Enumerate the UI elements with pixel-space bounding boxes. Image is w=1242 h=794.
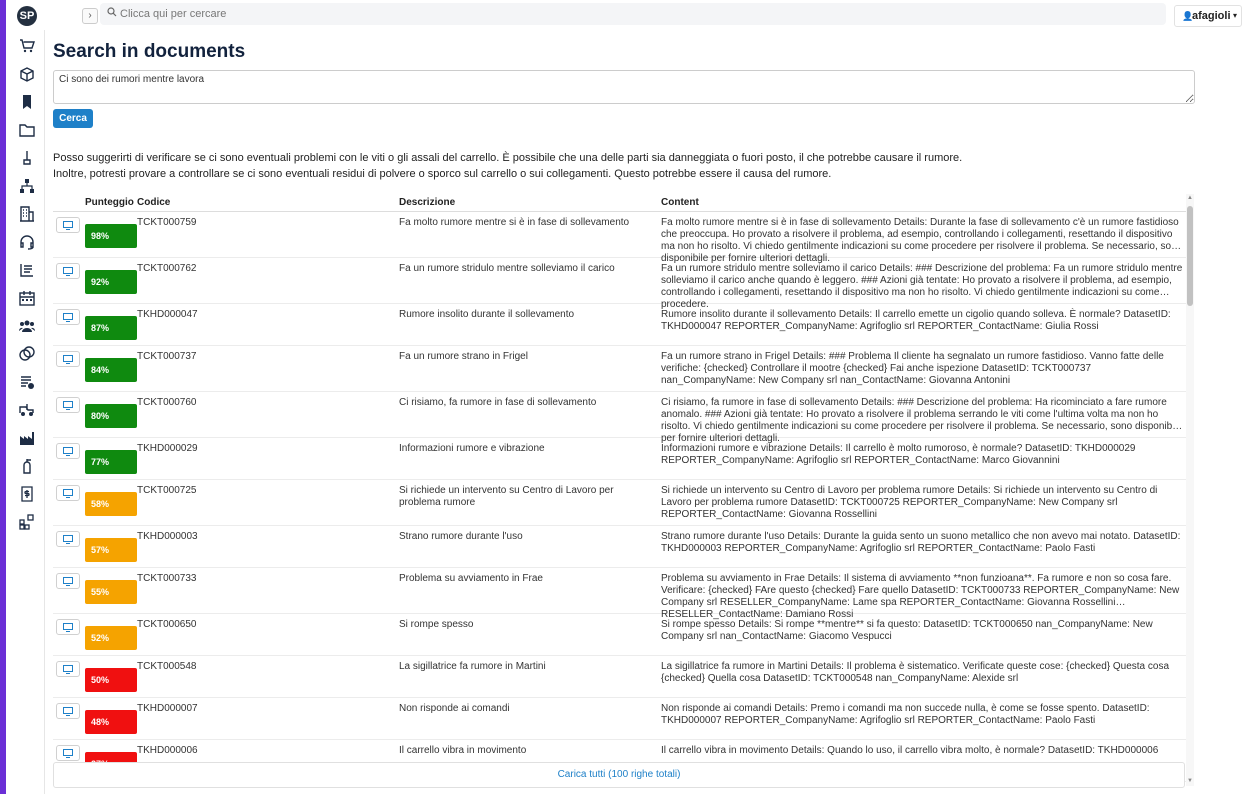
monitor-icon	[63, 707, 73, 716]
description-cell: Non risponde ai comandi	[397, 698, 659, 740]
package-icon[interactable]	[18, 66, 36, 84]
monitor-icon	[63, 535, 73, 544]
table-row[interactable]	[53, 526, 1186, 568]
table-row[interactable]	[53, 392, 1186, 438]
view-document-button[interactable]	[56, 661, 80, 677]
content-text: Problema su avviamento in Frae Details: Il sistema di avviamento **non funzioana**. Fa rumore e non so cosa fare. Verificare: {checked} FAre questo {checked} Fare quello DatasetID: TCKT000733 REPORTER_CompanyName: New Company srl RESELLER_CompanyName: Lame spa REPORTER_ContactName: Giovanna Rossellini RESELLER_ContactName: Damiano Rossi	[661, 573, 1180, 620]
col-header-score[interactable]: Punteggio	[83, 194, 135, 212]
content-cell	[659, 480, 1186, 526]
code-cell: TKHD000029	[135, 438, 397, 480]
content-text: Non risponde ai comandi Details: Premo i comandi ma non succede nulla, è come se fosse spento. DatasetID: TKHD000007 REPORTER_CompanyName: Agrifoglio srl REPORTER_ContactName: Paolo Fasti	[661, 703, 1150, 726]
topbar	[44, 0, 1238, 30]
scroll-up-icon[interactable]: ▲	[1187, 195, 1193, 201]
app-logo[interactable]: SP	[17, 6, 37, 26]
view-document-button[interactable]	[56, 531, 80, 547]
table-row[interactable]	[53, 480, 1186, 526]
bookmark-icon[interactable]	[18, 94, 36, 112]
score-badge: 57%	[85, 538, 137, 562]
content-cell	[659, 438, 1186, 480]
content-text: Informazioni rumore e vibrazione Details: Il carrello è molto rumoroso, è normale? DatasetID: TKHD000029 REPORTER_CompanyName: Agrifoglio srl REPORTER_ContactName: Marco Giovannini	[661, 443, 1136, 466]
cart-icon[interactable]	[18, 38, 36, 56]
monitor-icon	[63, 665, 73, 674]
code-cell: TKHD000047	[135, 304, 397, 346]
description-cell: Informazioni rumore e vibrazione	[397, 438, 659, 480]
answer-paragraph: Inoltre, potresti provare a controllare se ci sono eventuali residui di polvere o sporco sul carrello o sui collegamenti. Questo potrebbe essere il causa del rumore.	[53, 168, 832, 180]
monitor-icon	[63, 221, 73, 230]
monitor-icon	[63, 355, 73, 364]
score-badge: 98%	[85, 224, 137, 248]
content-cell	[659, 346, 1186, 392]
expand-sidebar-button[interactable]: ›	[82, 8, 98, 24]
view-document-button[interactable]	[56, 573, 80, 589]
score-badge: 55%	[85, 580, 137, 604]
score-badge: 52%	[85, 626, 137, 650]
score-cell	[83, 480, 135, 526]
row-action-cell	[53, 392, 83, 438]
monitor-icon	[63, 447, 73, 456]
table-header	[53, 194, 1186, 212]
sitemap-icon[interactable]	[18, 178, 36, 196]
code-cell: TCKT000733	[135, 568, 397, 614]
row-action-cell	[53, 438, 83, 480]
content-cell	[659, 614, 1186, 656]
table-row[interactable]	[53, 258, 1186, 304]
row-action-cell	[53, 304, 83, 346]
description-cell: Fa un rumore stridulo mentre solleviamo il carico	[397, 258, 659, 304]
score-cell	[83, 346, 135, 392]
caret-down-icon: ▾	[1233, 11, 1238, 20]
score-badge: 87%	[85, 316, 137, 340]
tool-icon[interactable]	[18, 150, 36, 168]
monitor-icon	[63, 313, 73, 322]
content-text: Rumore insolito durante il sollevamento Details: Il carrello emette un cigolio quando solleva. È normale? DatasetID: TKHD000047 REPORTER_CompanyName: Agrifoglio srl REPORTER_ContactName: Giulia Rossi	[661, 309, 1171, 332]
user-name: afagioli	[1192, 10, 1231, 22]
description-cell: Il carrello vibra in movimento	[397, 740, 659, 782]
description-cell: Rumore insolito durante il sollevamento	[397, 304, 659, 346]
content-cell	[659, 392, 1186, 444]
content-cell	[659, 304, 1186, 346]
page-title: Search in documents	[53, 41, 246, 62]
row-action-cell	[53, 480, 83, 526]
content-text: Il carrello vibra in movimento Details: Quando lo uso, il carrello vibra molto, è normale? DatasetID: TKHD000006	[661, 745, 1159, 756]
monitor-icon	[63, 577, 73, 586]
global-search-input[interactable]	[120, 3, 1150, 25]
score-badge: 50%	[85, 668, 137, 692]
row-action-cell	[53, 258, 83, 304]
content-text: Si richiede un intervento su Centro di Lavoro per problema rumore Details: Si richiede un intervento su Centro di Lavoro per problema rumore DatasetID: TCKT000725 REPORTER_CompanyName: New Company srl REPORTER_ContactName: Giovanna Rossellini	[661, 485, 1158, 520]
row-action-cell	[53, 526, 83, 568]
table-row[interactable]	[53, 438, 1186, 480]
content-text: Strano rumore durante l'uso Details: Durante la guida sento un suono metallico che non avevo mai notato. DatasetID: TKHD000003 REPORTER_CompanyName: Agrifoglio srl REPORTER_ContactName: Paolo Fasti	[661, 531, 1181, 554]
content-text: Si rompe spesso Details: Si rompe **mentre** si fa questo: DatasetID: TCKT000650 nan_CompanyName: New Company srl nan_ContactName: Giacomo Vespucci	[661, 619, 1153, 642]
results-table	[53, 194, 1186, 786]
score-badge: 77%	[85, 450, 137, 474]
user-icon: 👤	[1182, 11, 1194, 21]
col-header-code[interactable]: Codice	[135, 194, 397, 212]
global-search[interactable]	[100, 3, 1166, 25]
code-cell: TCKT000650	[135, 614, 397, 656]
col-header-content[interactable]: Content	[659, 194, 1186, 212]
score-cell	[83, 698, 135, 740]
view-document-button[interactable]	[56, 217, 80, 233]
folder-icon[interactable]	[18, 122, 36, 140]
content-cell	[659, 258, 1186, 310]
monitor-icon	[63, 749, 73, 758]
score-cell	[83, 258, 135, 304]
content-cell	[659, 212, 1186, 264]
monitor-icon	[63, 489, 73, 498]
query-textarea[interactable]	[53, 70, 1195, 104]
table-row[interactable]	[53, 346, 1186, 392]
description-cell: Si rompe spesso	[397, 614, 659, 656]
coins-icon[interactable]	[18, 346, 36, 364]
score-cell	[83, 656, 135, 698]
score-badge: 84%	[85, 358, 137, 382]
load-all-button[interactable]: Carica tutti (100 righe totali)	[53, 762, 1185, 788]
description-cell: La sigillatrice fa rumore in Martini	[397, 656, 659, 698]
user-menu[interactable]	[1174, 5, 1242, 27]
answer-paragraph: Posso suggerirti di verificare se ci sono eventuali problemi con le viti o gli assali del carrello. È possibile che una delle parti sia danneggiata o fuori posto, il che potrebbe causare il rumore.	[53, 152, 963, 164]
monitor-icon	[63, 401, 73, 410]
content-cell	[659, 698, 1186, 740]
content-cell	[659, 568, 1186, 620]
list-icon[interactable]	[18, 262, 36, 280]
search-icon	[107, 7, 117, 17]
code-cell: TCKT000548	[135, 656, 397, 698]
content-cell	[659, 526, 1186, 568]
score-cell	[83, 392, 135, 438]
search-button[interactable]: Cerca	[53, 109, 93, 128]
table-row[interactable]	[53, 614, 1186, 656]
document-list-icon[interactable]	[18, 374, 36, 392]
col-header-btn	[53, 194, 83, 212]
view-document-button[interactable]	[56, 745, 80, 761]
score-cell	[83, 614, 135, 656]
view-document-button[interactable]	[56, 263, 80, 279]
calendar-icon[interactable]	[18, 290, 36, 308]
row-action-cell	[53, 346, 83, 392]
content-text: Fa molto rumore mentre si è in fase di sollevamento Details: Durante la fase di sollevamento c'è un rumore fastidioso che preoccupa. Ho provato a risolvere il problema, ad esempio, controllando i collegamenti, resettando il dispositivo ma non ho risolto. Vi chiedo gentilmente indicazioni su come procedere per risolvere il problema. Se necessario, sono disponibile per fornire ulteriori dettagli.	[661, 217, 1183, 264]
factory-icon[interactable]	[18, 430, 36, 448]
row-action-cell	[53, 614, 83, 656]
view-document-button[interactable]	[56, 703, 80, 719]
code-cell: TCKT000762	[135, 258, 397, 304]
ai-answer	[53, 150, 1183, 182]
score-cell	[83, 304, 135, 346]
scrollbar-thumb[interactable]	[1187, 206, 1193, 306]
view-document-button[interactable]	[56, 443, 80, 459]
description-cell: Ci risiamo, fa rumore in fase di sollevamento	[397, 392, 659, 438]
score-badge: 92%	[85, 270, 137, 294]
description-cell: Fa molto rumore mentre si è in fase di sollevamento	[397, 212, 659, 258]
code-cell: TCKT000759	[135, 212, 397, 258]
table-row[interactable]	[53, 568, 1186, 614]
row-action-cell	[53, 568, 83, 614]
grid-icon[interactable]	[18, 514, 36, 532]
row-action-cell	[53, 656, 83, 698]
description-cell: Si richiede un intervento su Centro di Lavoro per problema rumore	[397, 480, 659, 526]
truck-icon[interactable]	[18, 402, 36, 420]
view-document-button[interactable]	[56, 397, 80, 413]
description-cell: Problema su avviamento in Frae	[397, 568, 659, 614]
view-document-button[interactable]	[56, 309, 80, 325]
content-cell	[659, 656, 1186, 698]
col-header-description[interactable]: Descrizione	[397, 194, 659, 212]
code-cell: TCKT000725	[135, 480, 397, 526]
description-cell: Strano rumore durante l'uso	[397, 526, 659, 568]
monitor-icon	[63, 267, 73, 276]
code-cell: TCKT000737	[135, 346, 397, 392]
content-text: Fa un rumore stridulo mentre solleviamo il carico Details: ### Descrizione del problema: Fa un rumore stridulo mentre solleviamo il carico anche quando è leggero. ### Azioni già tentate: Ho provato a risolvere il problema, ad esempio, controllando i collegamenti, resettando il dispositivo ma non ho risolto. Vi chiedo gentilmente indicazioni su come procedere.	[661, 263, 1183, 310]
description-cell: Fa un rumore strano in Frigel	[397, 346, 659, 392]
table-row[interactable]	[53, 304, 1186, 346]
building-icon[interactable]	[18, 206, 36, 224]
monitor-icon	[63, 623, 73, 632]
sidebar	[6, 0, 45, 794]
row-action-cell	[53, 212, 83, 258]
score-cell	[83, 568, 135, 614]
code-cell: TKHD000007	[135, 698, 397, 740]
score-cell	[83, 438, 135, 480]
code-cell: TCKT000760	[135, 392, 397, 438]
row-action-cell	[53, 698, 83, 740]
content-text: Fa un rumore strano in Frigel Details: ### Problema Il cliente ha segnalato un rumore fastidioso. Vanno fatte delle verifiche: {checked} Controllare il mootre {checked} Fai anche ispezione DatasetID: TCKT000737 nan_CompanyName: New Company srl nan_ContactName: Giovanna Antonini	[661, 351, 1164, 386]
invoice-icon[interactable]	[18, 486, 36, 504]
view-document-button[interactable]	[56, 351, 80, 367]
score-badge: 48%	[85, 710, 137, 734]
view-document-button[interactable]	[56, 485, 80, 501]
score-badge: 80%	[85, 404, 137, 428]
code-cell: TKHD000003	[135, 526, 397, 568]
extinguisher-icon[interactable]	[18, 458, 36, 476]
headset-icon[interactable]	[18, 234, 36, 252]
scroll-down-icon[interactable]: ▼	[1187, 778, 1193, 784]
code-cell: TKHD000006	[135, 740, 397, 782]
score-cell	[83, 212, 135, 258]
table-row[interactable]	[53, 212, 1186, 258]
table-row[interactable]	[53, 698, 1186, 740]
users-icon[interactable]	[18, 318, 36, 336]
content-text: La sigillatrice fa rumore in Martini Details: Il problema è sistematico. Verificate queste cose: {checked} Questa cosa {checked} Quella cosa DatasetID: TCKT000548 nan_CompanyName: Alexide srl	[661, 661, 1170, 684]
content-text: Ci risiamo, fa rumore in fase di sollevamento Details: ### Descrizione del problema: Ha ricominciato a fare rumore anomalo. ### Azioni già tentate: Ho provato a risolvere il problema serrando le viti come l'ultima volta ma non ho risolto. Vi chiedo gentilmente indicazioni su come procedere per risolvere il problema. Se necessario, sono disponibile per fornire ulteriori dettagli.	[661, 397, 1183, 444]
table-row[interactable]	[53, 656, 1186, 698]
score-badge: 58%	[85, 492, 137, 516]
score-cell	[83, 526, 135, 568]
view-document-button[interactable]	[56, 619, 80, 635]
